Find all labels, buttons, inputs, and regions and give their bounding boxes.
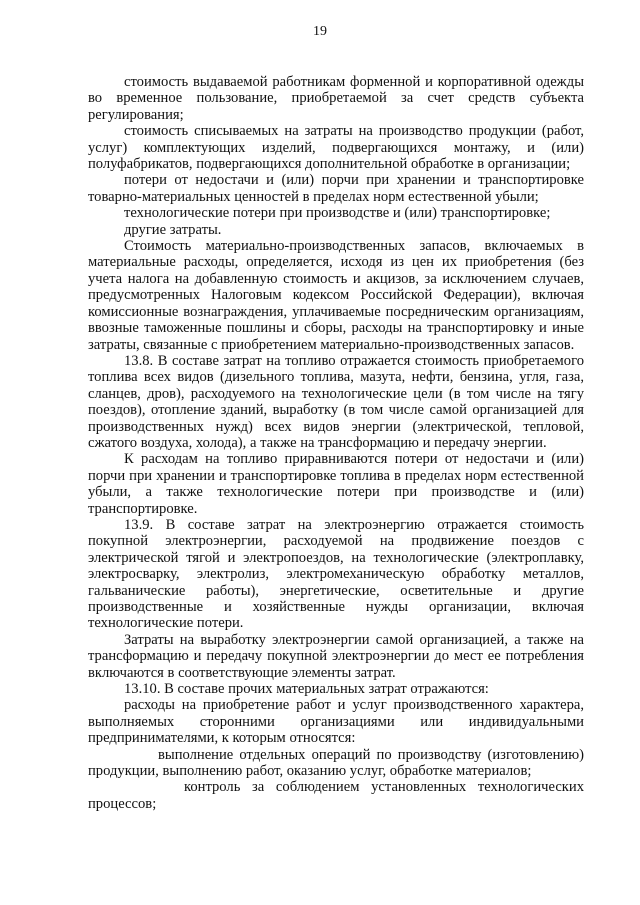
paragraph-electricity-costs: Затраты на выработку электроэнергии самой организацией, а также на трансформацию и передачу покупной электроэнергии до мест ее потребления включаются в соответствующие элементы затрат.: [88, 631, 584, 681]
page-number: 19: [313, 24, 327, 39]
section-13-9: 13.9. В составе затрат на электроэнергию отражается стоимость покупной электроэнергии, расходуемой на продвижение поездов с электрической тягой и электропоездов, на технологические (электроплавку, электросварку, электролиз, электромеханическую обработку металлов, гальванические работы), энергетические, осветительные и другие производственные и хозяйственные нужды организации, включая технологические потери.: [88, 516, 584, 632]
paragraph-fuel-losses: К расходам на топливо приравниваются потери от недостачи и (или) порчи при хранении и транспортировке топлива в пределах норм естественной убыли, а также технологические потери при производстве и (или) транспортировке.: [88, 451, 584, 517]
paragraph-operations: выполнение отдельных операций по производству (изготовлению) продукции, выполнению работ, оказанию услуг, обработке материалов;: [88, 746, 584, 780]
section-13-8: 13.8. В составе затрат на топливо отражается стоимость приобретаемого топлива всех видов (дизельного топлива, мазута, нефти, бензина, угля, газа, сланцев, дров), расходуемого на технологические цели (в том числе на тягу поездов), отопление зданий, выработку (в том числе самой организацией для производственных нужд) всех видов энергии (электрической, тепловой, сжатого воздуха, холода), а также на трансформацию и передачу энергии.: [88, 352, 584, 451]
paragraph-control: контроль за соблюдением установленных технологических процессов;: [88, 779, 584, 812]
paragraph-1: стоимость выдаваемой работникам форменной и корпоративной одежды во временное пользование, приобретаемой за счет средств субъекта регулирования;: [88, 74, 584, 123]
paragraph-services: расходы на приобретение работ и услуг производственного характера, выполняемых сторонними организациями или индивидуальными предпринимателями, к которым относятся:: [88, 697, 584, 747]
paragraph-4: технологические потери при производстве и (или) транспортировке;: [124, 205, 551, 222]
section-13-10: 13.10. В составе прочих материальных затрат отражаются:: [124, 681, 489, 698]
document-body: [88, 74, 584, 812]
paragraph-6: Стоимость материально-производственных запасов, включаемых в материальные расходы, определяется, исходя из цен их приобретения (без учета налога на добавленную стоимость и акцизов, за исключением случаев, предусмотренных Налоговым кодексом Российской Федерации), включая комиссионные вознаграждения, уплачиваемые посредническим организациям, ввозные таможенные пошлины и сборы, расходы на транспортировку и иные затраты, связанные с приобретением материально-производственных запасов.: [88, 238, 584, 353]
paragraph-2: стоимость списываемых на затраты на производство продукции (работ, услуг) комплектующих изделий, подвергающихся монтажу, и (или) полуфабрикатов, подвергающихся дополнительной обработке в организации;: [88, 123, 584, 173]
paragraph-5: другие затраты.: [124, 221, 222, 238]
paragraph-3: потери от недостачи и (или) порчи при хранении и транспортировке товарно-материальных ценностей в пределах норм естественной убыли;: [88, 172, 584, 205]
